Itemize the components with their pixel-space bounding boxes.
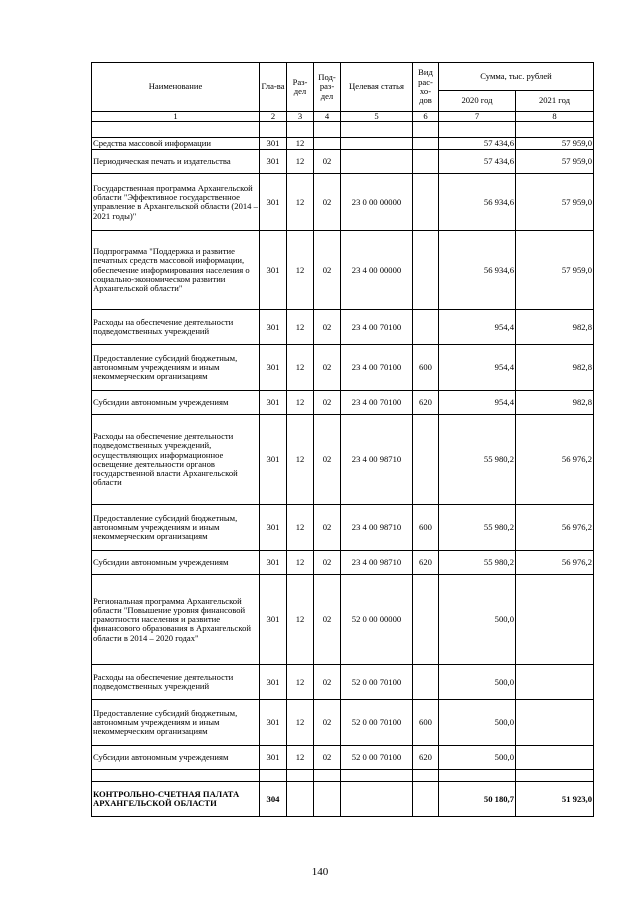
row-glava: 301	[260, 231, 287, 310]
row-podrazdel: 02	[314, 391, 341, 415]
row-glava: 301	[260, 505, 287, 551]
total-value-2021: 51 923,0	[516, 782, 594, 817]
row-vid: 620	[413, 746, 439, 770]
row-value-2020: 56 934,6	[439, 231, 516, 310]
table-row	[92, 665, 594, 700]
table-row	[92, 150, 594, 174]
row-value-2020: 500,0	[439, 665, 516, 700]
row-value-2021	[516, 575, 594, 665]
row-target: 23 4 00 98710	[341, 415, 413, 505]
row-name: Предоставление субсидий бюджетным, автономным учреждениям и иным некоммерческим организациям	[92, 700, 260, 746]
page-number: 140	[311, 866, 329, 878]
row-name: Подпрограмма "Поддержка и развитие печатных средств массовой информации, обеспечение информирования населения о социально-экономическом развитии Архангельской области"	[92, 231, 260, 310]
row-name: Субсидии автономным учреждениям	[92, 746, 260, 770]
row-razdel: 12	[287, 551, 314, 575]
row-podrazdel: 02	[314, 505, 341, 551]
row-podrazdel	[314, 138, 341, 150]
row-name: Средства массовой информации	[92, 138, 260, 150]
row-name: Предоставление субсидий бюджетным, автономным учреждениям и иным некоммерческим организациям	[92, 505, 260, 551]
row-name: Государственная программа Архангельской области "Эффективное государственное управление в Архангельской области (2014 – 2021 годы)"	[92, 174, 260, 231]
row-name: Субсидии автономным учреждениям	[92, 391, 260, 415]
colnum-2: 2	[260, 112, 287, 122]
row-value-2020: 954,4	[439, 310, 516, 345]
header-name: Наименование	[92, 63, 260, 112]
row-vid: 600	[413, 345, 439, 391]
row-glava: 301	[260, 138, 287, 150]
row-vid	[413, 174, 439, 231]
row-vid	[413, 138, 439, 150]
header-target: Целевая статья	[341, 63, 413, 112]
row-glava: 301	[260, 415, 287, 505]
total-value-2020: 50 180,7	[439, 782, 516, 817]
row-podrazdel: 02	[314, 551, 341, 575]
row-value-2021: 56 976,2	[516, 415, 594, 505]
row-name: Расходы на обеспечение деятельности подведомственных учреждений, осуществляющих информационное освещение деятельности органов государственной власти Архангельской области	[92, 415, 260, 505]
total-podrazdel	[314, 782, 341, 817]
colnum-3: 3	[287, 112, 314, 122]
row-value-2020: 500,0	[439, 700, 516, 746]
table-row	[92, 575, 594, 665]
table-row	[92, 310, 594, 345]
row-target	[341, 138, 413, 150]
row-value-2021: 57 959,0	[516, 231, 594, 310]
row-glava: 301	[260, 665, 287, 700]
row-vid: 600	[413, 505, 439, 551]
row-target: 23 4 00 70100	[341, 345, 413, 391]
row-value-2021	[516, 746, 594, 770]
row-value-2021: 56 976,2	[516, 551, 594, 575]
row-glava: 301	[260, 746, 287, 770]
row-razdel: 12	[287, 746, 314, 770]
header-year-2021: 2021 год	[516, 91, 594, 112]
row-vid	[413, 665, 439, 700]
table-row	[92, 391, 594, 415]
total-name: КОНТРОЛЬНО-СЧЕТНАЯ ПАЛАТА АРХАНГЕЛЬСКОЙ ОБЛАСТИ	[92, 782, 260, 817]
row-vid	[413, 575, 439, 665]
budget-table	[91, 62, 594, 817]
row-value-2020: 954,4	[439, 345, 516, 391]
row-glava: 301	[260, 391, 287, 415]
table-row	[92, 700, 594, 746]
row-value-2021	[516, 665, 594, 700]
row-vid	[413, 415, 439, 505]
row-value-2020: 500,0	[439, 575, 516, 665]
row-target: 52 0 00 70100	[341, 746, 413, 770]
row-vid	[413, 310, 439, 345]
spacer-row	[92, 122, 594, 138]
total-razdel	[287, 782, 314, 817]
row-value-2020: 57 434,6	[439, 150, 516, 174]
row-podrazdel: 02	[314, 345, 341, 391]
total-row	[92, 782, 594, 817]
row-target	[341, 150, 413, 174]
row-razdel: 12	[287, 700, 314, 746]
total-target	[341, 782, 413, 817]
row-vid: 600	[413, 700, 439, 746]
row-vid	[413, 231, 439, 310]
row-glava: 301	[260, 700, 287, 746]
table-row	[92, 174, 594, 231]
colnum-1: 1	[92, 112, 260, 122]
row-podrazdel: 02	[314, 231, 341, 310]
total-glava: 304	[260, 782, 287, 817]
row-target: 23 4 00 70100	[341, 310, 413, 345]
row-podrazdel: 02	[314, 415, 341, 505]
row-value-2021: 982,8	[516, 310, 594, 345]
row-target: 23 4 00 98710	[341, 505, 413, 551]
table-row	[92, 138, 594, 150]
row-vid: 620	[413, 391, 439, 415]
row-target: 52 0 00 00000	[341, 575, 413, 665]
row-razdel: 12	[287, 415, 314, 505]
row-razdel: 12	[287, 575, 314, 665]
row-glava: 301	[260, 551, 287, 575]
spacer-row	[92, 770, 594, 782]
row-razdel: 12	[287, 174, 314, 231]
row-glava: 301	[260, 310, 287, 345]
row-razdel: 12	[287, 505, 314, 551]
row-glava: 301	[260, 575, 287, 665]
row-value-2021: 982,8	[516, 391, 594, 415]
row-value-2020: 55 980,2	[439, 551, 516, 575]
table-row	[92, 415, 594, 505]
colnum-7: 7	[439, 112, 516, 122]
row-podrazdel: 02	[314, 575, 341, 665]
row-podrazdel: 02	[314, 746, 341, 770]
row-value-2020: 57 434,6	[439, 138, 516, 150]
row-podrazdel: 02	[314, 174, 341, 231]
header-razdel: Раз-дел	[287, 63, 314, 112]
row-razdel: 12	[287, 138, 314, 150]
row-value-2021: 57 959,0	[516, 138, 594, 150]
colnum-6: 6	[413, 112, 439, 122]
row-razdel: 12	[287, 310, 314, 345]
row-podrazdel: 02	[314, 665, 341, 700]
row-target: 52 0 00 70100	[341, 700, 413, 746]
row-vid: 620	[413, 551, 439, 575]
row-value-2021: 57 959,0	[516, 150, 594, 174]
row-razdel: 12	[287, 665, 314, 700]
row-glava: 301	[260, 150, 287, 174]
colnum-8: 8	[516, 112, 594, 122]
row-value-2021: 56 976,2	[516, 505, 594, 551]
row-razdel: 12	[287, 231, 314, 310]
row-name: Периодическая печать и издательства	[92, 150, 260, 174]
row-target: 23 4 00 00000	[341, 231, 413, 310]
row-value-2020: 55 980,2	[439, 505, 516, 551]
total-vid	[413, 782, 439, 817]
row-podrazdel: 02	[314, 310, 341, 345]
row-podrazdel: 02	[314, 700, 341, 746]
table-body	[92, 122, 594, 817]
colnum-5: 5	[341, 112, 413, 122]
row-razdel: 12	[287, 391, 314, 415]
row-name: Предоставление субсидий бюджетным, автономным учреждениям и иным некоммерческим организациям	[92, 345, 260, 391]
row-value-2020: 56 934,6	[439, 174, 516, 231]
table-row	[92, 231, 594, 310]
row-name: Субсидии автономным учреждениям	[92, 551, 260, 575]
row-razdel: 12	[287, 150, 314, 174]
row-target: 52 0 00 70100	[341, 665, 413, 700]
table-row	[92, 505, 594, 551]
row-podrazdel: 02	[314, 150, 341, 174]
table-row	[92, 746, 594, 770]
header-year-2020: 2020 год	[439, 91, 516, 112]
row-vid	[413, 150, 439, 174]
row-target: 23 4 00 70100	[341, 391, 413, 415]
header-podrazdel: Под-раз-дел	[314, 63, 341, 112]
colnum-4: 4	[314, 112, 341, 122]
table-row	[92, 551, 594, 575]
table-row	[92, 345, 594, 391]
row-name: Региональная программа Архангельской области "Повышение уровня финансовой грамотности населения и развитие финансового образования в Архангельской области в 2014 – 2020 годах"	[92, 575, 260, 665]
row-value-2021: 57 959,0	[516, 174, 594, 231]
row-name: Расходы на обеспечение деятельности подведомственных учреждений	[92, 310, 260, 345]
row-value-2021: 982,8	[516, 345, 594, 391]
row-name: Расходы на обеспечение деятельности подведомственных учреждений	[92, 665, 260, 700]
row-value-2020: 55 980,2	[439, 415, 516, 505]
header-glava: Гла-ва	[260, 63, 287, 112]
row-value-2020: 500,0	[439, 746, 516, 770]
row-target: 23 0 00 00000	[341, 174, 413, 231]
row-target: 23 4 00 98710	[341, 551, 413, 575]
row-value-2021	[516, 700, 594, 746]
row-razdel: 12	[287, 345, 314, 391]
header-vid: Вид рас-хо-дов	[413, 63, 439, 112]
row-value-2020: 954,4	[439, 391, 516, 415]
row-glava: 301	[260, 174, 287, 231]
header-sum: Сумма, тыс. рублей	[439, 63, 594, 91]
row-glava: 301	[260, 345, 287, 391]
